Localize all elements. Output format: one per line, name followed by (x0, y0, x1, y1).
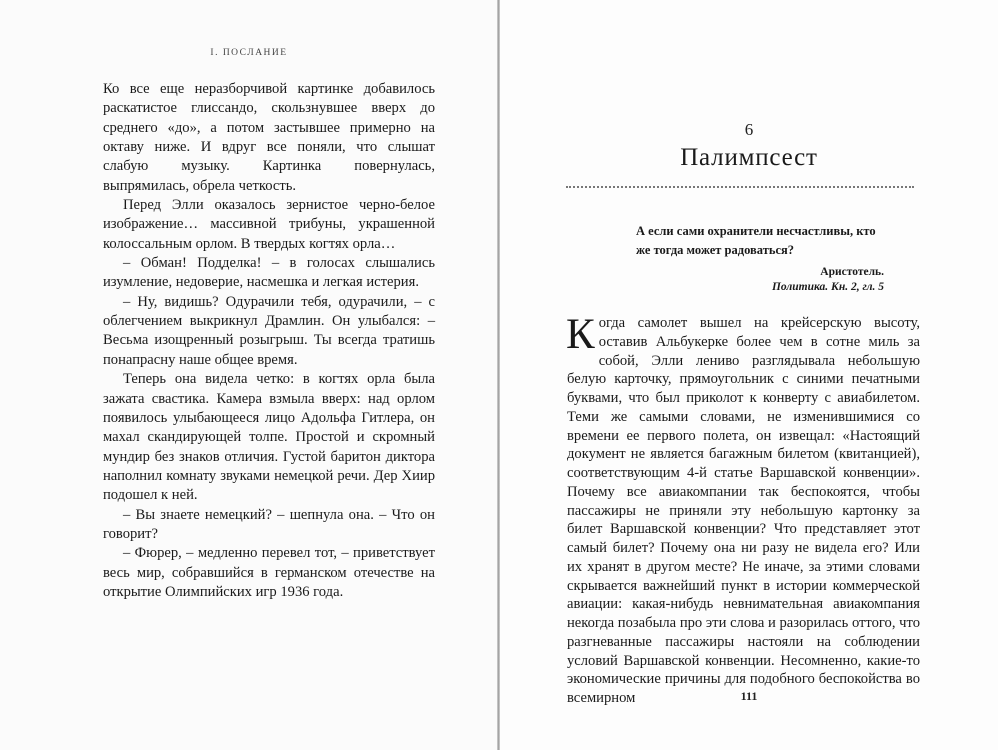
body-text: огда самолет вышел на крейсерскую высоту, оставив Альбукерке более чем в сотне миль за собой, Элли лениво разглядывала небольшую белую карточку, прямоугольник с синими печатными буквами, что был приколот к конверту с авиабилетом. Теми же самыми словами, не изменившимися со времени ее первого полета, он извещал: «Настоящий документ не является багажным билетом (квитанцией), соответствующим 4-й статье Варшавской конвенции». Почему все авиакомпании так беспокоятся, чтобы пассажиры не приняли эту небольшую картонку за билет Варшавской конвенции? Что представляет этот самый билет? Почему она ни разу не видела его? Или их хранят в другом месте? Не иначе, за этими словами скрывается важнейший пункт в истории коммерческой авиации: какая-нибудь невнимательная авиакомпания некогда позабыла про эти слова и разорилась оттого, что разгневанные пассажиры настояли на соблюдении условий Варшавской конвенции. Несомненно, какие-то экономические причины для подобного беспокойства во всемирном (567, 315, 920, 706)
running-head: I. ПОСЛАНИЕ (210, 48, 288, 58)
chapter-title: Палимпсест (680, 144, 818, 171)
chapter-number: 6 (744, 120, 754, 139)
epigraph-source: Политика. Кн. 2, гл. 5 (771, 281, 884, 293)
left-page (0, 0, 498, 750)
left-page-text (103, 80, 435, 602)
epigraph-author: Аристотель. (820, 266, 884, 278)
page-number: 111 (740, 689, 758, 703)
paragraph: Перед Элли оказалось зернистое черно-белое изображение… массивной трибуны, украшенной колоссальным орлом. В твердых когтях орла… (103, 197, 435, 252)
drop-cap: К (566, 311, 595, 358)
paragraph: – Фюрер, – медленно перевел тот, – приветствует весь мир, собравшийся в германском отечестве на открытие Олимпийских игр 1936 года. (103, 545, 435, 600)
epigraph-text: А если сами охранители несчастливы, кто же тогда может радоваться? (636, 224, 876, 257)
chapter-body (566, 311, 920, 708)
chapter-paragraph (566, 311, 920, 708)
paragraph: Теперь она видела четко: в когтях орла была зажата свастика. Камера взмыла вверх: над орлом появилось улыбающееся лицо Адольфа Гитлера, он махал скандирующей толпе. Простой и скромный мундир без знаков отличия. Густой баритон диктора наполнил комнату звуками немецкой речи. Дер Хиир подошел к ней. (103, 371, 435, 504)
paragraph: – Обман! Подделка! – в голосах слышались изумление, недоверие, насмешка и легкая истерия. (103, 255, 435, 291)
dotted-divider (566, 186, 914, 188)
right-page (500, 0, 998, 750)
paragraph: – Ну, видишь? Одурачили тебя, одурачили, – с облегчением выкрикнул Драмлин. Он улыбался: – Весьма изощренный розыгрыш. Ты всегда тратишь понапрасну наше общее время. (103, 293, 435, 368)
paragraph: – Вы знаете немецкий? – шепнула она. – Что он говорит? (103, 506, 435, 542)
paragraph: Ко все еще неразборчивой картинке добавилось раскатистое глиссандо, скользнувшее вверх до среднего «до», а потом застывшее примерно на октаву ниже. И вдруг все поняли, что слышат слабую музыку. Картинка повернулась, выпрямилась, обрела четкость. (103, 81, 435, 194)
